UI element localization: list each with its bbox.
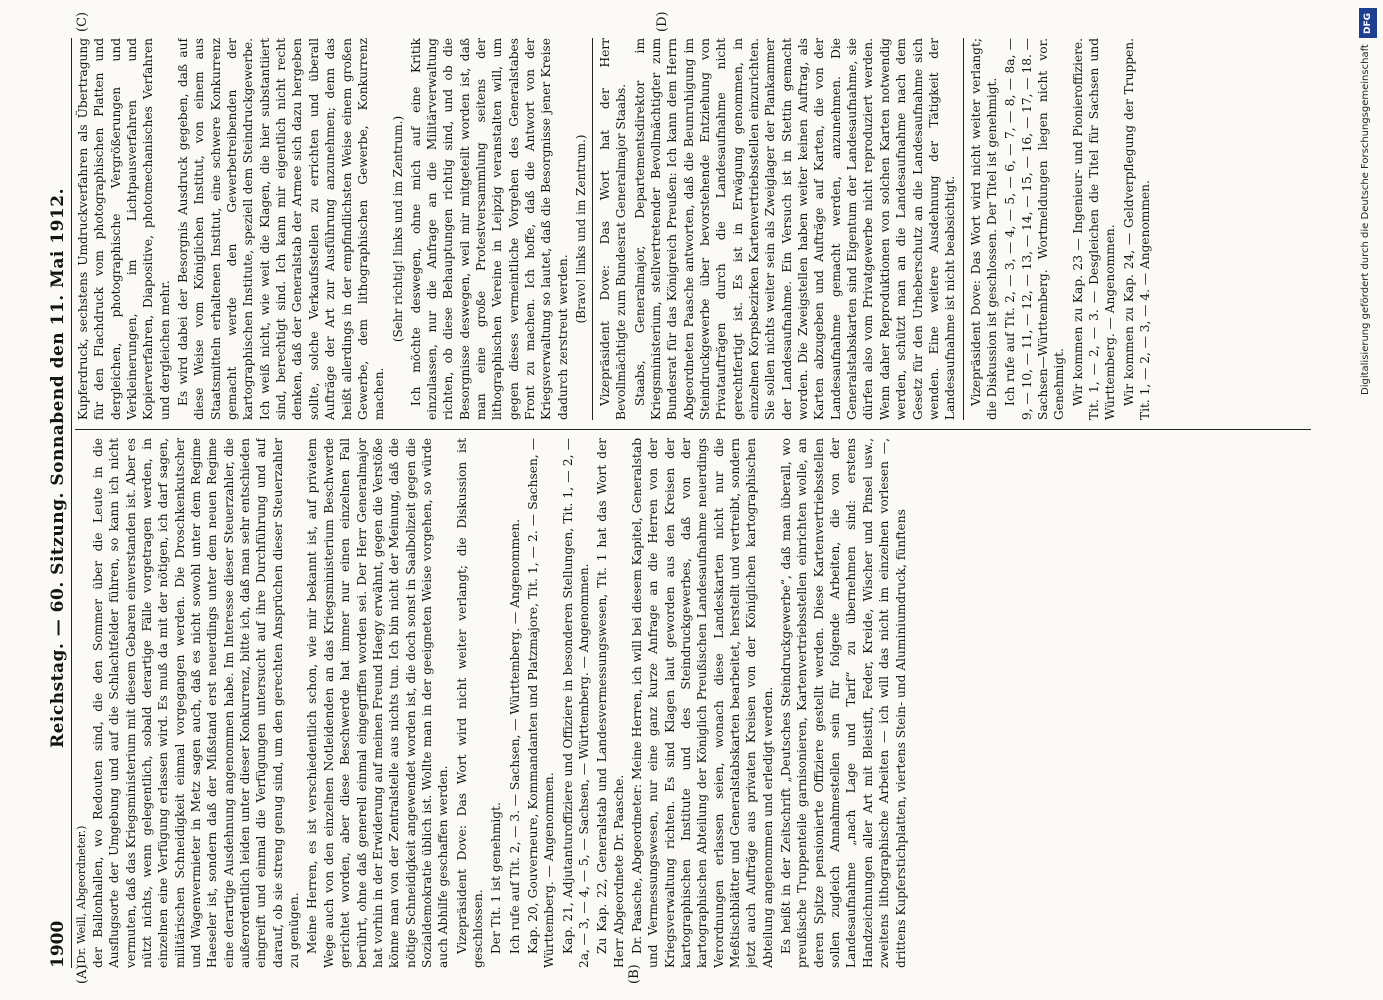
page-header [45,38,72,968]
margin-marker-c: (C) [75,11,90,32]
paragraph: Der Tit. 1 ist genehmigt. [489,802,504,954]
paragraph: Zu Kap. 22, Generalstab und Landesvermessungswesen, Tit. 1 hat das Wort der Herr Abgeordnete Dr. Paasche. [595,438,626,968]
paragraph: Ich möchte deswegen, ohne mich auf eine Kritik einzulassen, nur die Anfrage an die Militärverwaltung richten, ob diese Behauptungen richtig sind, und ob die Besorgnisse deswegen, weil mir mitgeteilt worden ist, daß man eine große Protestversammlung seitens der lithographischen Vereine in Leipzig veranstalten will, um gegen dieses vermeintliche Vorgehen des Generalstabes Front zu machen. Ich hoffe, daß die Antwort von der Kriegsverwaltung so lautet, daß die Besorgnisse jener Kreise dadurch zerstreut werden. [408,38,570,420]
digitization-credit [1359,8,1377,988]
section-rule [592,38,593,420]
right-column [75,38,1311,420]
page-number: 1900 [48,920,68,968]
interjection: (Sehr richtig! links und im Zentrum.) [390,115,405,343]
paragraph: Ich rufe auf Tit. 2, — 3, — 4, — 5, — 6, — 7, — 8, — 8a, — 9, — 10, — 11, — 12, — 13, — 14, — 15, — 16, — 17, — 18. — Sachsen—Württemberg. Wortmeldungen liegen nicht vor. Genehmigt. [1003,38,1067,420]
paragraph: Meine Herren, es ist verschiedentlich schon, wie mir bekannt ist, auf privatem Wege auch von den einzelnen Notleidenden an das Kriegsministerium Beschwerde gerichtet worden, aber diese Beschwerde hat immer nur einen einzelnen Fall berührt, ohne daß generell einmal eingegriffen worden sei. Der Herr Generalmajor hat vorhin in der Erwiderung auf meinen Freund Haegy erwähnt, gegen die Verstöße könne man von der Zentralstelle aus nichts tun. Ich bin nicht der Meinung, daß die nötige Schneidigkeit angewendet worden ist, die doch sonst in Saalbolizeit gegen die Sozialdemokratie üblich ist. Wollte man in der geeigneten Weise vorgehen, so würde auch Abhilfe geschaffen werden. [305,438,451,968]
paragraph: Kap. 21, Adjutanturoffiziere und Offiziere in besonderen Stellungen, Tit. 1, — 2, — 2a, — 3, — 4, — 5, — Sachsen, — Württemberg. — Angenommen. [560,438,591,968]
left-column [75,438,1311,968]
margin-marker-b: (B) [627,964,642,984]
paragraph: Ich rufe auf Tit. 2, — 3. — Sachsen, — Württemberg. — Angenommen. [507,519,522,954]
paragraph: Kap. 20, Gouverneure, Kommandanten und Platzmajore, Tit. 1, — 2. — Sachsen, — Württemberg. — Angenommen. [525,438,557,968]
margin-marker-a: (A) [75,964,90,984]
section-rule [963,38,964,420]
paragraph: Vizepräsident Dove: Das Wort wird nicht weiter verlangt; die Diskussion ist geschlossen. [454,438,485,968]
paragraph: Vizepräsident Dove: Das Wort wird nicht weiter verlangt; die Diskussion ist geschlossen. Der Titel ist genehmigt. [968,38,999,420]
paragraph: Es wird dabei der Besorgnis Ausdruck gegeben, daß auf diese Weise vom Königlichen Institut, von einem aus Staatsmitteln erhaltenen Institut, eine schwere Konkurrenz gemacht werde den Gewerbetreibenden der kartographischen Institute, speziell dem Steindruckgewerbe. Ich weiß nicht, wie weit die Klagen, die hier substantiiert sind, berechtigt sind. Ich kann mir eigentlich nicht recht denken, daß der Generalstab der Armee sich dazu hergeben sollte, solche Verkaufsstellen zu errichten und überall Aufträge der Art zur Ausführung anzunehmen; denn das heißt allerdings in der empfindlichsten Weise einem großen Gewerbe, dem lithographischen Gewerbe, Konkurrenz machen. [176,38,387,420]
dfg-logo: DFG [1359,8,1377,38]
paragraph: Es heißt in der Zeitschrift „Deutsches Steindruckgewerbe“, daß man überall, wo preußische Truppenteile garnisonieren, Kartenvertriebsstellen einrichten wolle, an deren Spitze pensionierte Offiziere gestellt werden. Diese Kartenvertriebsstellen sollen zugleich Annahmestellen sein für folgende Arbeiten, die von der Landesaufnahme „nach Lage und Tarif“ zu übernehmen sind: erstens Handzeichnungen aller Art mit Bleistift, Feder, Kreide, Wischer und Pinsel usw., zweitens lithographische Arbeiten — ich will das nicht im einzelnen vorlesen —, drittens Kupferstichplatten, viertens Stein- und Aluminiumdruck, fünftens [779,438,908,968]
margin-marker-d: (D) [655,11,670,32]
rotated-sheet [45,11,1313,984]
interjection: (Bravo! links und im Zentrum.) [573,134,588,324]
page-title: Reichstag. — 60. Sitzung. Sonnabend den 11. Mai 1912. [48,188,68,749]
paragraph: der Ballonhallen, wo Redouten sind, die den Sommer über die Leute in die Ausflugsorte der Umgebung und auf die Schlachtfelder führen, so kann ich nicht vermuten, daß das Kriegsministerium mit diesem Gebaren einverstanden ist. Aber es nützt nichts, wenn gelegentlich, sobald derartige Fälle vorgetragen werden, in einzelnen eine Verfügung erlassen wird. Es muß da mit der nötigen, ich darf sagen, militärischen Schneidigkeit einmal vorgegangen werden. Die Droschkenkutscher und Wagenvermieter in Metz sagen auch, daß es nicht sowohl unter dem Regime Haeseler ist, sondern daß der Mißstand erst neuerdings unter dem neuen Regime eine derartige Ausdehnung angenommen habe. Im Interesse dieser Steuerzahler, die außerordentlich leiden unter dieser Konkurrenz, bitte ich, daß man sehr entschieden eingreift und einmal die Verfügungen untersucht auf ihre Durchführung und auf darauf, ob sie streng genug sind, um den gerechten Ansprüchen dieser Steuerzahler zu genügen. [91,438,302,968]
paragraph: Kupferdruck, sechstens Umdruckverfahren als Übertragung für den Flachdruck vom photographischen Platten und dergleichen, photographische Vergrößerungen und Verkleinerungen, im Lichtpausverfahren und Kopierverfahren, Diapositive, photomechanisches Verfahren und dergleichen mehr. [76,38,172,420]
speaker-attribution: (Dr. Weill, Abgeordneter.) [75,825,88,968]
paragraph: Staabs, Generalmajor, Departementsdirektor im Kriegsministerium, stellvertretender Bevollmächtigter zum Bundesrat für das Königreich Preußen: Ich kann dem Herrn Abgeordneten Paasche antworten, daß die Beunruhigung im Steindruckgewerbe über bevorstehende Entziehung von Privataufträgen durch die Landesaufnahme nicht gerechtfertigt ist. Es ist in Erwägung genommen, in einzelnen Korpsbezirken Kartenvertriebsstellen einzurichten. Sie sollen nichts weiter sein als Zweiglager der Plankammer der Landesaufnahme. Ein Versuch ist in Stettin gemacht worden. Die Zweigstellen haben weiter keinen Auftrag, als Karten abzugeben und Aufträge auf Karten, die von der Landesaufnahme gemacht werden, anzunehmen. Die Generalstabskarten sind Eigentum der Landesaufnahme, sie dürfen also vom Privatgewerbe nicht reproduziert werden. Wenn daher Reproduktionen von solchen Karten notwendig werden, schützt man an die Landesaufnahme nach dem Gesetz für den Urheberschutz an die Landesaufnahme sich wenden. Eine weitere Ausdehnung der Tätigkeit der Landesaufnahme ist nicht beabsichtigt. [632,38,958,420]
column-divider [75,429,1311,430]
paragraph: Vizepräsident Dove: Das Wort hat der Herr Bevollmächtigte zum Bundesrat Generalmajor Staabs. [597,38,629,420]
paragraph: Wir kommen zu Kap. 24, — Geldverpflegung der Truppen. Tit. 1, — 2, — 3, — 4. — Angenommen. [1121,38,1152,420]
paragraph: Dr. Paasche, Abgeordneter: Meine Herren, ich will bei diesem Kapitel, Generalstab und Vermessungswesen, nur eine ganz kurze Anfrage an die Herren von der Kriegsverwaltung richten. Es sind Klagen laut geworden aus den Kreisen der kartographischen Institute und des Steindruckgewerbes, daß von der kartographischen Abteilung der Königlich Preußischen Landesaufnahme neuerdings Verordnungen erlassen seien, wonach diese Landeskarten nicht nur die Meßtischblätter und Generalstabskarten bearbeitet, herstellt und vertreibt, sondern jetzt auch Aufträge aus privaten Kreisen von der Königlichen kartographischen Abteilung angenommen und erledigt werden. [630,438,775,968]
paragraph: Wir kommen zu Kap. 23 — Ingenieur- und Pionieroffiziere. Tit. 1, — 2, — 3. — Desgleichen die Titel für Sachsen und Württemberg. — Angenommen. [1070,38,1118,420]
credit-text: Digitalisierung gefördert durch die Deutsche Forschungsgemeinschaft [1360,44,1371,395]
